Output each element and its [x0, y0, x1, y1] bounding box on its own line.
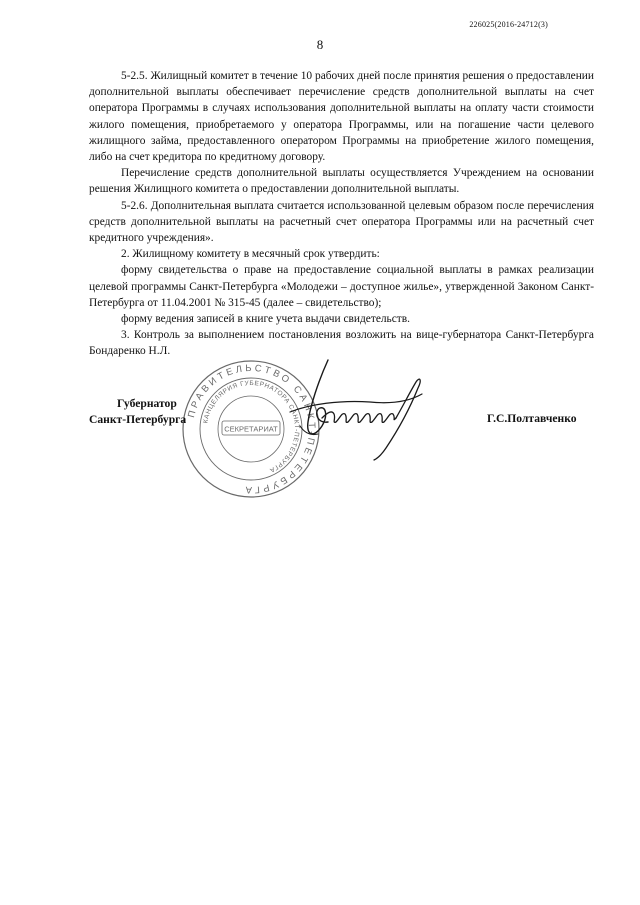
paragraph: форму ведения записей в книге учета выдачи свидетельств. — [121, 313, 411, 326]
paragraph: 5-2.5. Жилищный комитет в течение 10 рабочих дней после принятия решения о предоставлении дополнительной выплаты обеспечивает перечисление средств дополнительной выплаты на счет оператора Программы в случаях использования дополнительной выплаты на оплату части стоимости жилого помещения, приобретаемого у оператора Программы, или на погашение части целевого жилищного займа, предоставленного оператором Программы на приобретение жилого помещения, либо на счет кредитора по кредитному договору. — [89, 70, 594, 164]
handwritten-signature — [270, 352, 450, 462]
document-body — [89, 68, 594, 360]
seal-inner-text: КАНЦЕЛЯРИЯ ГУБЕРНАТОРА САНКТ-ПЕТЕРБУРГА — [202, 379, 301, 474]
signatory-name: Г.С.Полтавченко — [487, 412, 577, 425]
paragraph: 3. Контроль за выполнением постановления возложить на вице-губернатора Санкт-Петербурга Бондаренко Н.Л. — [89, 329, 594, 358]
seal-center-text: СЕКРЕТАРИАТ — [224, 424, 278, 434]
paragraph: Перечисление средств дополнительной выплаты осуществляется Учреждением на основании решения Жилищного комитета о предоставлении дополнительной выплаты. — [89, 167, 594, 196]
paragraph: 5-2.6. Дополнительная выплата считается использованной целевым образом после перечисления средств дополнительной выплаты на расчетный счет оператора Программы или на расчетный счет кредитного учреждения». — [89, 199, 594, 245]
document-id: 226025(2016-24712(3) — [469, 20, 548, 29]
paragraph: форму свидетельства о праве на предоставление социальной выплаты в рамках реализации целевой программы Санкт-Петербурга «Молодежи – доступное жилье», утвержденной Законом Санкт-Петербурга от 11.04.2001 № 315-45 (далее – свидетельство); — [89, 264, 594, 309]
signatory-title — [89, 396, 186, 428]
page-number: 8 — [316, 37, 324, 52]
signatory-title-line2: Санкт-Петербурга — [89, 413, 187, 427]
paragraph: 2. Жилищному комитету в месячный срок утвердить: — [121, 248, 380, 261]
signatory-title-line1: Губернатор — [117, 397, 177, 410]
seal-outer-text: ПРАВИТЕЛЬСТВО САНКТ-ПЕТЕРБУРГА — [186, 362, 318, 496]
